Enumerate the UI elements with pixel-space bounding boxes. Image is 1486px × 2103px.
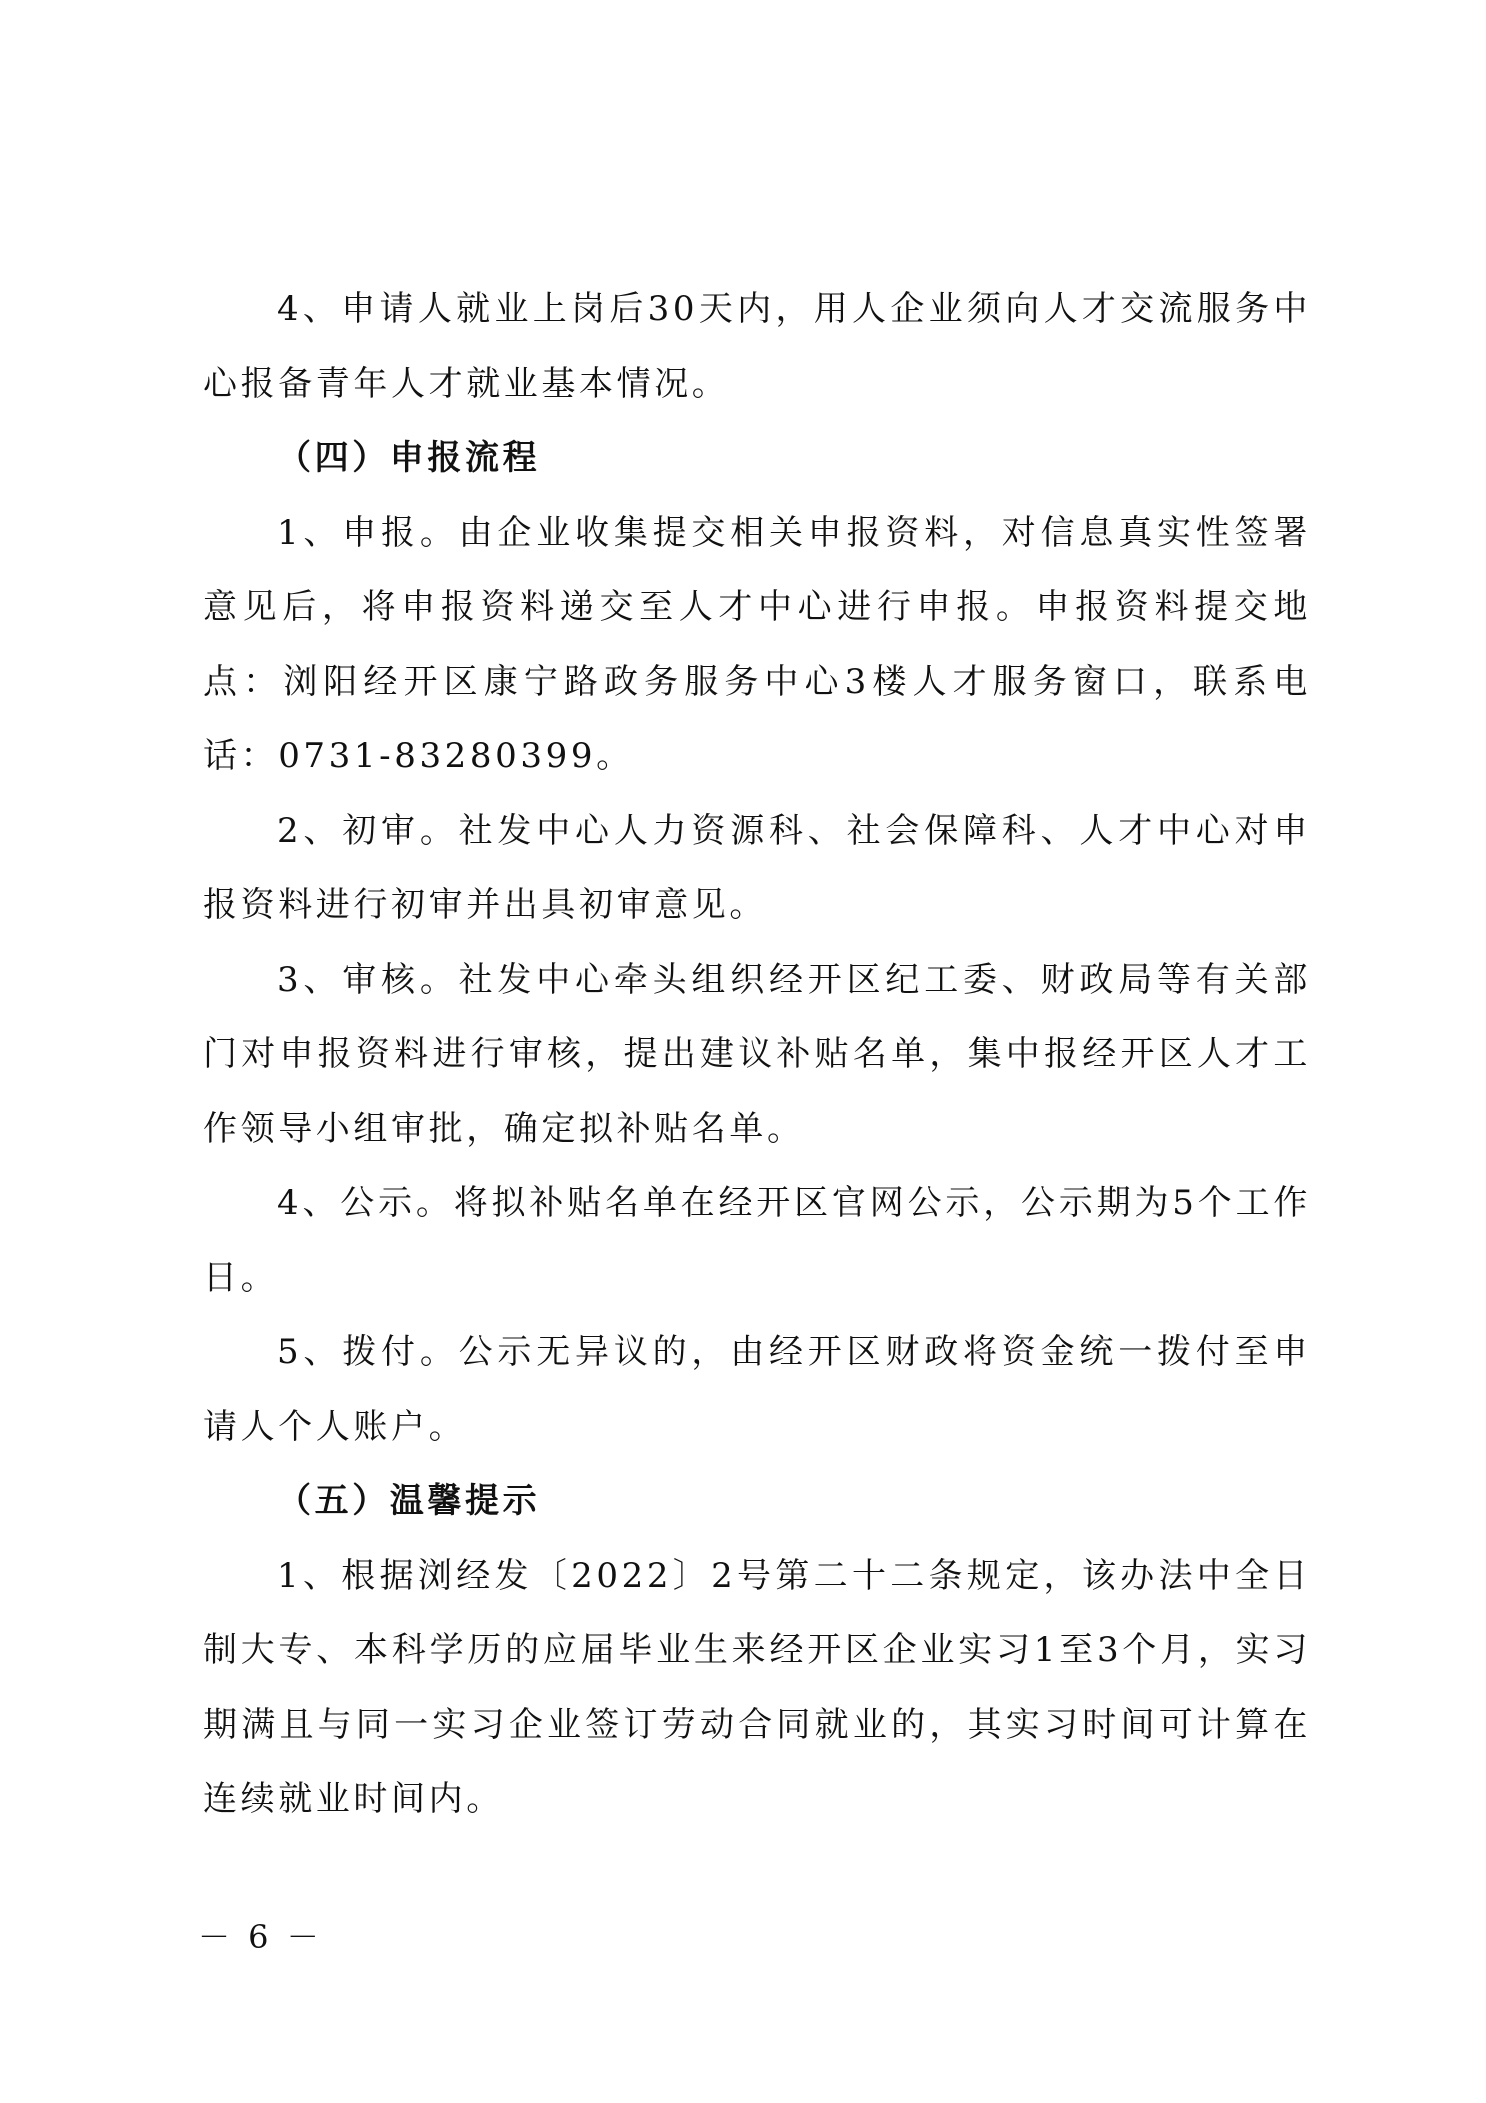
paragraph-step-5-disbursement: 5、拨付。公示无异议的，由经开区财政将资金统一拨付至申请人个人账户。 (203, 1332, 1311, 1447)
document-body (203, 272, 1311, 1837)
paragraph-step-4-publicity: 4、公示。将拟补贴名单在经开区官网公示，公示期为5个工作日。 (203, 1183, 1311, 1298)
paragraph-step-2-preliminary-review: 2、初审。社发中心人力资源科、社会保障科、人才中心对申报资料进行初审并出具初审意见。 (203, 810, 1311, 925)
page-number: － 6 － (198, 1918, 323, 1956)
paragraph-step-3-audit: 3、审核。社发中心牵头组织经开区纪工委、财政局等有关部门对申报资料进行审核，提出建议补贴名单，集中报经开区人才工作领导小组审批，确定拟补贴名单。 (203, 959, 1311, 1149)
section-heading-tips: （五）温馨提示 (277, 1481, 541, 1521)
section-heading-application-process: （四）申报流程 (277, 438, 541, 478)
paragraph-tip-1: 1、根据浏经发〔2022〕2号第二十二条规定，该办法中全日制大专、本科学历的应届毕业生来经开区企业实习1至3个月，实习期满且与同一实习企业签订劳动合同就业的，其实习时间可计算在连续就业时间内。 (203, 1555, 1311, 1819)
paragraph-step-1-apply: 1、申报。由企业收集提交相关申报资料，对信息真实性签署意见后，将申报资料递交至人才中心进行申报。申报资料提交地点：浏阳经开区康宁路政务服务中心3楼人才服务窗口，联系电话：0731-83280399。 (203, 512, 1311, 776)
paragraph-item-4-report: 4、申请人就业上岗后30天内，用人企业须向人才交流服务中心报备青年人才就业基本情况。 (203, 289, 1311, 404)
